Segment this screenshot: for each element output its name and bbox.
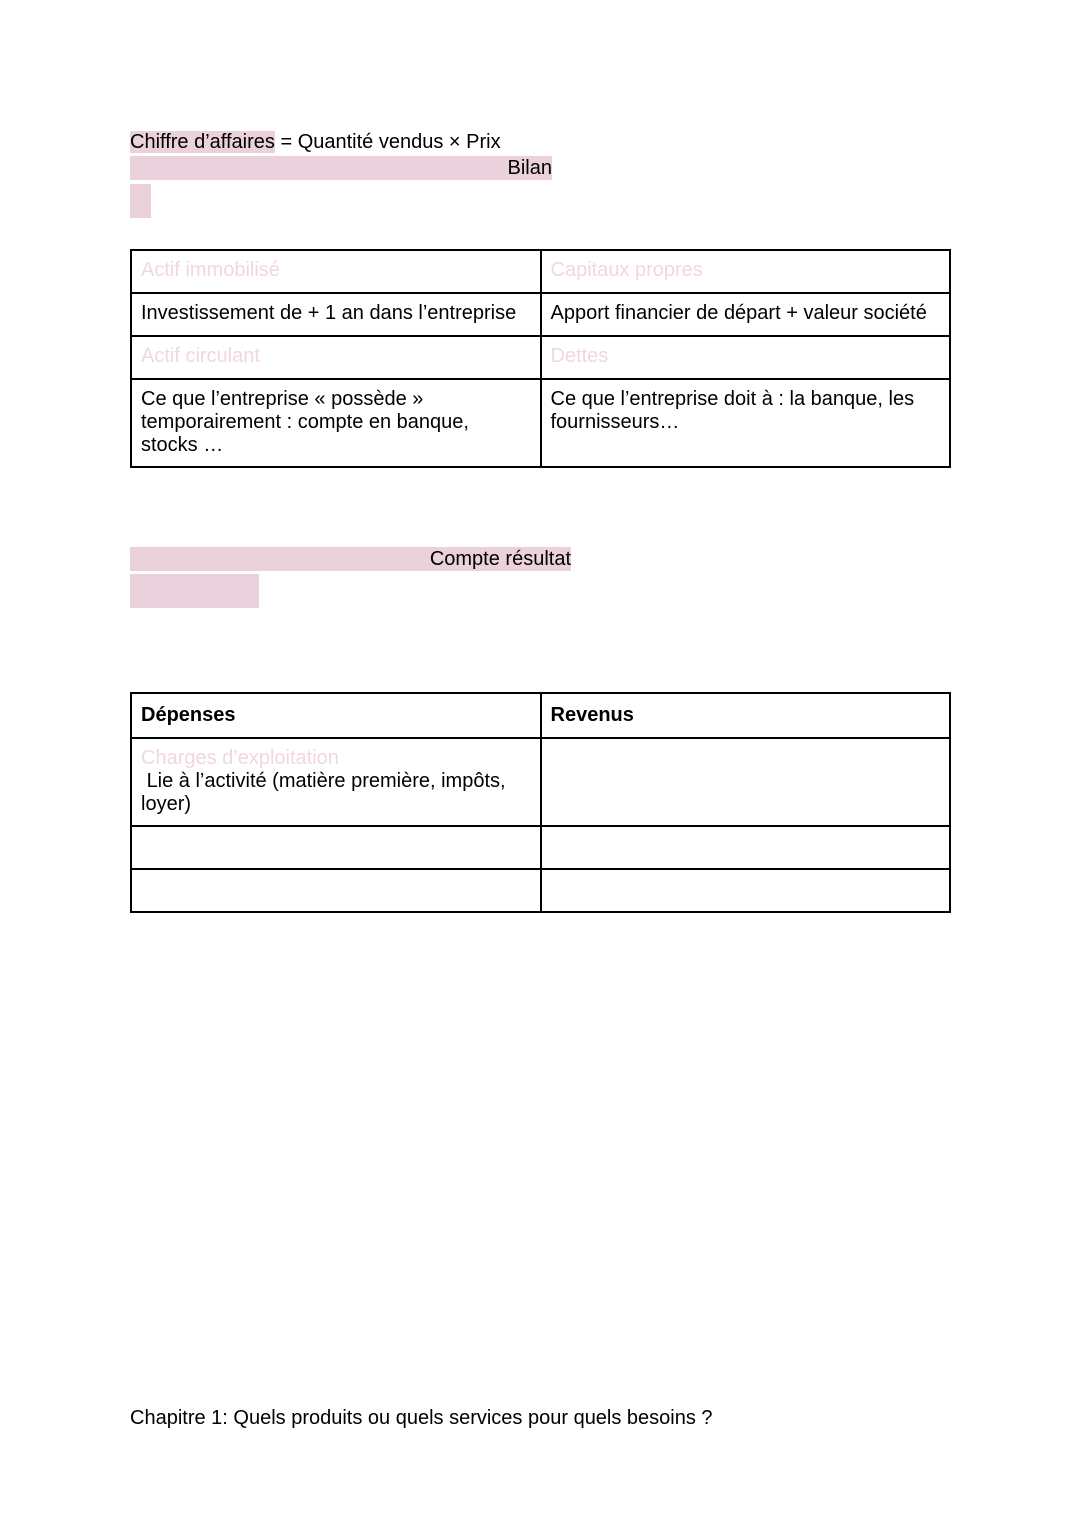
table-row (131, 826, 950, 869)
capitaux-propres-header: Capitaux propres (541, 250, 951, 293)
empty-cell (541, 738, 951, 826)
formula-line (130, 130, 501, 155)
depenses-header: Dépenses (131, 693, 541, 738)
compte-resultat-title: Compte résultat (429, 548, 571, 570)
compte-resultat-highlight-block (130, 574, 259, 608)
formula-rest: = Quantité vendus × Prix (274, 131, 501, 153)
capitaux-propres-text: Apport financier de départ + valeur société (541, 293, 951, 336)
actif-immobilise-header: Actif immobilisé (131, 250, 541, 293)
actif-immobilise-text: Investissement de + 1 an dans l’entreprise (131, 293, 541, 336)
table-header-row (131, 693, 950, 738)
bilan-table (130, 249, 951, 468)
charges-exploitation-label: Charges d’exploitation (141, 747, 339, 769)
actif-circulant-text: Ce que l’entreprise « possède » temporairement : compte en banque, stocks … (131, 379, 541, 467)
empty-cell (131, 869, 541, 912)
revenus-header: Revenus (541, 693, 951, 738)
empty-cell (131, 826, 541, 869)
table-row (131, 250, 950, 293)
dettes-header: Dettes (541, 336, 951, 379)
bilan-highlight-block (130, 184, 151, 218)
table-row (131, 869, 950, 912)
bilan-title: Bilan (507, 157, 552, 179)
bilan-heading (130, 156, 552, 180)
empty-cell (541, 869, 951, 912)
empty-cell (541, 826, 951, 869)
table-row (131, 336, 950, 379)
table-row (131, 293, 950, 336)
charges-exploitation-cell (131, 738, 541, 826)
table-row (131, 379, 950, 467)
actif-circulant-header: Actif circulant (131, 336, 541, 379)
compte-resultat-table (130, 692, 951, 913)
dettes-text: Ce que l’entreprise doit à : la banque, les fournisseurs… (541, 379, 951, 467)
compte-resultat-heading (130, 547, 571, 571)
formula-term: Chiffre d’affaires (130, 131, 275, 153)
charges-exploitation-text: Lie à l’activité (matière première, impôts, loyer) (141, 770, 512, 815)
chapter-title: Chapitre 1: Quels produits ou quels services pour quels besoins ? (130, 1407, 713, 1429)
table-row (131, 738, 950, 826)
